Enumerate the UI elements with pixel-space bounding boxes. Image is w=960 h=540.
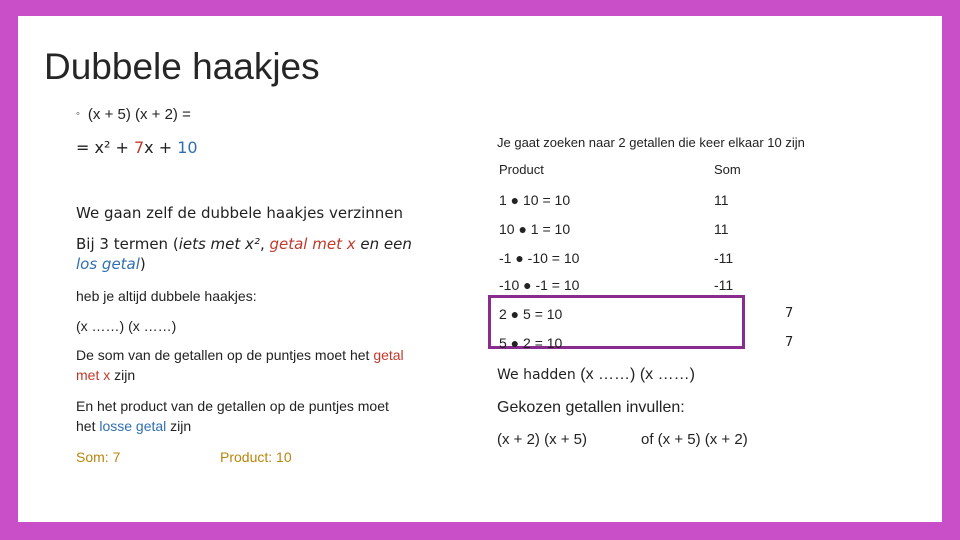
we-hadden-expr: (x ……) (x ……): [580, 366, 695, 383]
three-terms-close: ): [139, 255, 146, 273]
row-product: 2 ● 5 = 10: [499, 306, 563, 322]
row-product: 10 ● 1 = 10: [499, 221, 571, 237]
product-rule-part2: zijn: [166, 418, 192, 434]
product-rule-blue: losse getal: [99, 418, 167, 434]
slide-title: Dubbele haakjes: [44, 46, 320, 87]
bullet-expression-text: (x + 5) (x + 2) =: [87, 106, 191, 123]
som-value: Som: 7: [76, 449, 121, 465]
slide: [18, 16, 942, 522]
eq-prefix: = x² +: [76, 138, 134, 157]
product-rule-part1: En het product van de getallen op de puntjes moet het: [76, 398, 389, 434]
row-product: 1 ● 10 = 10: [499, 192, 571, 208]
three-terms-iets: iets met x²: [178, 235, 260, 253]
eq-middle: x +: [144, 138, 178, 157]
intro-line: We gaan zelf de dubbele haakjes verzinnen: [76, 204, 404, 222]
col-product-header: Product: [499, 162, 544, 177]
row-som: 7: [785, 335, 794, 350]
search-heading: Je gaat zoeken naar 2 getallen die keer elkaar 10 zijn: [497, 135, 805, 150]
row-product: -10 ● -1 = 10: [499, 277, 580, 293]
eq-seven: 7: [133, 138, 145, 157]
three-terms-en: en een: [355, 235, 412, 253]
row-som: 11: [714, 192, 729, 208]
row-som: 11: [714, 221, 729, 237]
row-som: -11: [714, 277, 734, 293]
row-som: -11: [714, 250, 734, 266]
sum-rule-red: getal met x: [76, 347, 404, 383]
three-terms-comma: ,: [259, 235, 270, 253]
three-terms-los: los getal: [76, 255, 140, 273]
bullet-icon: ◦: [76, 108, 80, 120]
product-value: Product: 10: [220, 449, 292, 465]
bullet-expression: [76, 106, 191, 123]
we-hadden-label: We hadden: [497, 367, 576, 383]
row-product: 5 ● 2 = 10: [499, 335, 563, 351]
row-product: -1 ● -10 = 10: [499, 250, 580, 266]
col-som-header: Som: [714, 162, 741, 177]
three-terms-line: [76, 234, 426, 274]
gekozen-heading: Gekozen getallen invullen:: [497, 399, 685, 416]
three-terms-prefix: Bij 3 termen (: [76, 235, 179, 253]
eq-ten: 10: [177, 138, 198, 157]
sum-rule-part1: De som van de getallen op de puntjes moet het: [76, 347, 374, 363]
three-terms-getal-x: getal met x: [269, 235, 356, 253]
blank-brackets: (x ……) (x ……): [76, 318, 177, 334]
row-som: 7: [785, 306, 794, 321]
answer-two: of (x + 5) (x + 2): [641, 431, 748, 448]
always-brackets-line: heb je altijd dubbele haakjes:: [76, 288, 257, 304]
product-rule: [76, 396, 406, 436]
we-hadden-line: [497, 366, 695, 384]
answer-one: (x + 2) (x + 5): [497, 431, 588, 448]
sum-rule-part2: zijn: [110, 367, 136, 383]
expanded-equation: [76, 138, 198, 157]
sum-rule: [76, 345, 426, 385]
